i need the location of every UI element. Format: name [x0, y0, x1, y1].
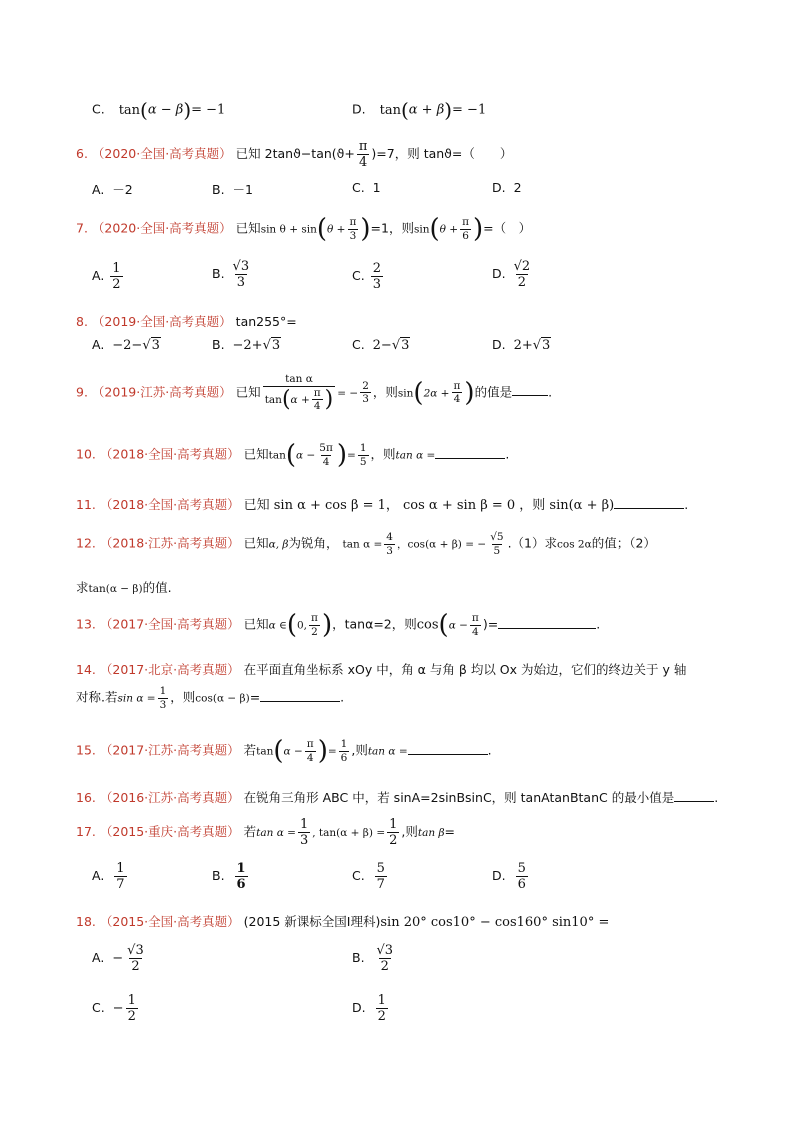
math: θ +: [439, 223, 459, 236]
question-stem: 18. （2015·全国·高考真题） (2015 新课标全国Ⅰ理科)sin 20° cos10° − cos160° sin10° =: [76, 914, 610, 930]
answer-blank[interactable]: [498, 628, 596, 629]
question-18: [0, 910, 800, 934]
question-number: 8.: [76, 314, 88, 329]
option-b[interactable]: B. $\frac{√3}{2}$: [352, 943, 394, 974]
question-source: （2018·全国·高考真题）: [99, 446, 240, 462]
question-15: [0, 734, 800, 778]
question-9: [0, 368, 800, 430]
math: α + β: [408, 102, 445, 118]
q17-options: [0, 860, 800, 904]
stem-text: 已知 sin α + cos β = 1， cos α + sin β = 0 ，则 sin(α + β): [243, 498, 615, 513]
option-d[interactable]: D. $\frac{5}{6}$: [492, 861, 526, 892]
answer-blank[interactable]: [260, 701, 340, 702]
question-number: 10.: [76, 446, 96, 462]
stem-text: tan255°=: [235, 314, 297, 329]
question-13: [0, 608, 800, 652]
question-stem: 11. （2018·全国·高考真题） 已知 sin α + cos β = 1， cos α + sin β = 0 ，则 sin(α + β) .: [76, 497, 689, 513]
q18-options-cd: [0, 992, 800, 1036]
option-c[interactable]: C. 2−√3: [352, 337, 410, 353]
option-a[interactable]: A. − $\frac{√3}{2}$: [92, 943, 144, 974]
question-17: [0, 814, 800, 858]
question-stem: 12. （2018·江苏·高考真题） 已知α, β为锐角， tan α = $\frac{4}{3}$ ，cos(α + β) = − $\frac{√5}{5}$ .（1）求cos 2α的值；（2）: [76, 531, 656, 557]
question-number: 9.: [76, 384, 88, 400]
question-stem: [76, 140, 512, 169]
option-label: C.: [92, 101, 105, 117]
question-source: （2015·重庆·高考真题）: [99, 824, 240, 839]
option-a[interactable]: A. －2: [92, 182, 133, 197]
question-number: 11.: [76, 497, 96, 512]
question-16: [0, 786, 800, 810]
stem-text: =（ ）: [483, 220, 532, 236]
question-stem: 16. （2016·江苏·高考真题） 在锐角三角形 ABC 中，若 sinA=2sinBsinC，则 tanAtanBtanC 的最小值是 .: [76, 790, 719, 805]
question-stem: 10. （2018·全国·高考真题） 已知tan(α − $\frac{5\pi}{4}$ )= $\frac{1}{5}$ ，则tan α = .: [76, 440, 510, 470]
question-number: 17.: [76, 824, 96, 839]
answer-blank[interactable]: [512, 395, 548, 396]
question-stem-line2: 对称.若sin α = $\frac{1}{3}$ ，则cos(α − β)= .: [76, 685, 345, 711]
stem-text: 已知 2tanϑ−tan(ϑ+: [235, 146, 355, 161]
option-c[interactable]: C. tan(α − β)= −1: [92, 98, 226, 122]
option-d[interactable]: D. $\frac{1}{2}$: [352, 993, 386, 1024]
question-12: [0, 528, 800, 608]
stem-text: )=7，则 tanϑ=（ ）: [371, 146, 513, 161]
math: θ +: [327, 223, 346, 236]
math: tan: [379, 102, 401, 118]
option-a[interactable]: A. $\frac{1}{7}$: [92, 861, 125, 892]
option-c[interactable]: C. 1: [352, 180, 381, 195]
option-label: D.: [352, 101, 366, 117]
option-b[interactable]: B. $\frac{1}{6}$: [212, 861, 246, 892]
option-b[interactable]: B. −2+√3: [212, 337, 281, 353]
option-d[interactable]: D. 2+√3: [492, 337, 551, 353]
stem-text: =1，则: [370, 220, 414, 236]
option-b[interactable]: B. $\frac{√3}{3}$: [212, 259, 250, 290]
q7-options: [0, 258, 800, 302]
question-source: （2018·全国·高考真题）: [99, 497, 240, 512]
question-stem: 9. （2019·江苏·高考真题） 已知 tan α tan(α + $\frac{\pi}{4}$ ) = − $\frac{2}{3}$ ，则sin(2α + $\frac{\pi}{4}$ )的值是 .: [76, 373, 553, 412]
question-8: [0, 310, 800, 334]
question-stem: 7. （2020·全国·高考真题） 已知sin θ + sin(θ + $\frac{\pi}{3}$ )=1，则sin(θ + $\frac{\pi}{6}$ )=（ ）: [76, 214, 532, 244]
option-c[interactable]: C. $\frac{5}{7}$: [352, 861, 385, 892]
q8-options: [0, 337, 800, 361]
question-number: 15.: [76, 742, 96, 758]
option-a[interactable]: A. $\frac{1}{2}$: [92, 261, 121, 292]
answer-blank[interactable]: [674, 801, 714, 802]
question-source: （2018·江苏·高考真题）: [99, 535, 240, 551]
answer-blank[interactable]: [614, 508, 684, 509]
question-number: 12.: [76, 535, 96, 551]
question-number: 7.: [76, 220, 88, 236]
question-number: 16.: [76, 790, 96, 805]
answer-blank[interactable]: [408, 754, 488, 755]
math: sin: [413, 223, 430, 236]
question-source: （2019·全国·高考真题）: [91, 314, 232, 329]
question-source: （2020·全国·高考真题）: [91, 146, 232, 161]
math: α − β: [147, 102, 184, 118]
q18-options-ab: [0, 942, 800, 986]
math: tan: [118, 102, 141, 118]
question-number: 13.: [76, 616, 96, 632]
question-stem: 13. （2017·全国·高考真题） 已知α ∈(0, $\frac{\pi}{2}$ )，tanα=2，则cos(α − $\frac{\pi}{4}$ )= .: [76, 610, 601, 640]
question-source: （2016·江苏·高考真题）: [99, 790, 240, 805]
question-source: （2017·北京·高考真题）: [99, 662, 240, 677]
stem-text: 已知: [235, 384, 261, 400]
q6-options: [0, 180, 800, 204]
question-stem: 17. （2015·重庆·高考真题） 若tan α = $\frac{1}{3}$ , tan(α + β) = $\frac{1}{2}$ ,则tan β=: [76, 817, 456, 848]
question-stem: 14. （2017·北京·高考真题） 在平面直角坐标系 xOy 中，角 α 与角 β 均以 Ox 为始边，它们的终边关于 y 轴: [76, 662, 687, 677]
stem-text: 已知: [235, 220, 261, 236]
question-number: 18.: [76, 914, 96, 929]
question-source: （2015·全国·高考真题）: [99, 914, 240, 929]
option-d[interactable]: D. tan(α + β)= −1: [352, 98, 487, 122]
option-d[interactable]: D. 2: [492, 180, 522, 195]
question-source: （2019·江苏·高考真题）: [91, 384, 232, 400]
question-stem: 15. （2017·江苏·高考真题） 若tan(α − $\frac{\pi}{4}$ )= $\frac{1}{6}$ ,则tan α = .: [76, 736, 492, 766]
question-14: [0, 656, 800, 720]
question-10: [0, 440, 800, 484]
answer-blank[interactable]: [435, 458, 505, 459]
fraction-denominator: 4: [359, 155, 368, 170]
question-11: [0, 492, 800, 516]
question-number: 14.: [76, 662, 96, 677]
fraction-numerator: π: [358, 139, 368, 154]
question-source: （2017·全国·高考真题）: [99, 616, 240, 632]
question-source: （2017·江苏·高考真题）: [99, 742, 240, 758]
math: = −1: [452, 102, 487, 118]
question-source: （2020·全国·高考真题）: [91, 220, 232, 236]
math: sin θ + sin: [260, 223, 317, 236]
option-c[interactable]: C. $\frac{2}{3}$: [352, 261, 381, 292]
question-number: 6.: [76, 146, 88, 161]
option-c[interactable]: C. − $\frac{1}{2}$: [92, 993, 136, 1024]
question-stem-line2: 求tan(α − β)的值.: [76, 580, 172, 595]
math: = −1: [191, 102, 226, 118]
option-a[interactable]: A. −2−√3: [92, 337, 160, 353]
option-d[interactable]: D. $\frac{√2}{2}$: [492, 259, 531, 290]
question-stem: [76, 312, 297, 330]
option-b[interactable]: B. －1: [212, 182, 253, 197]
